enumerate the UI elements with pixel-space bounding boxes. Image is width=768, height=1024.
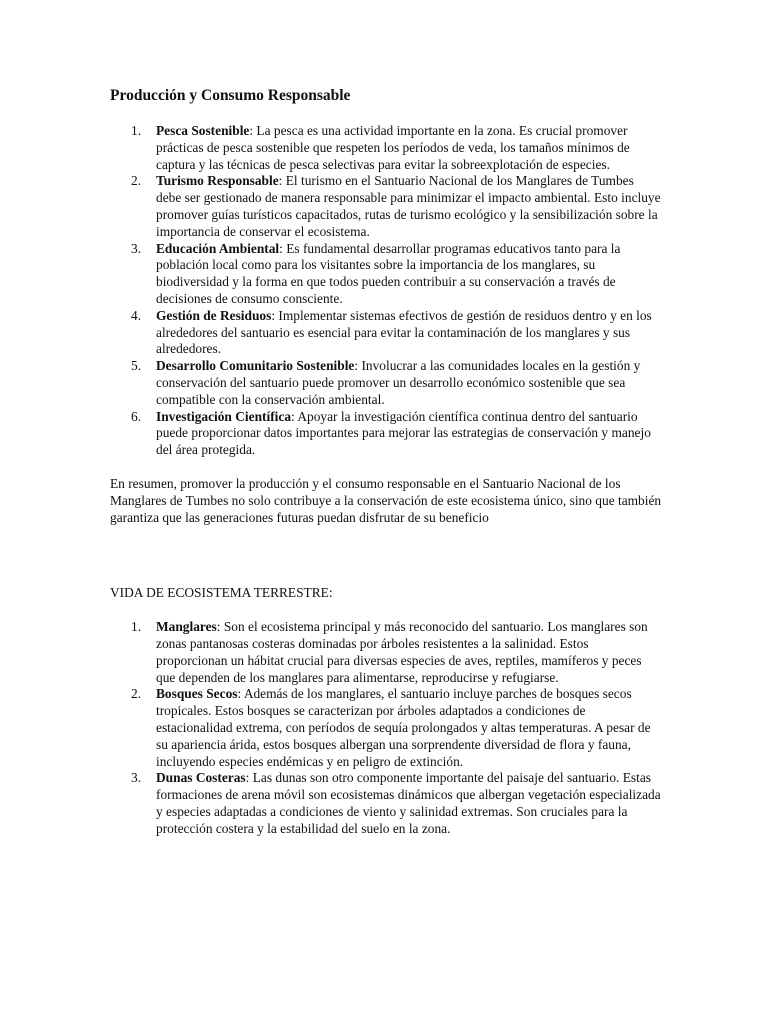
list-item-text: : Es fundamental desarrollar programas educativos tanto para la población local como para los visitantes sobre la importancia de los manglares, su biodiversidad y la forma en que todos pueden contribuir a su conservación a través de decisiones de consumo consciente. [156,240,621,306]
list-number: 2. [131,173,142,189]
list-item-text: : Apoyar la investigación científica continua dentro del santuario puede proporcionar datos importantes para mejorar las estrategias de conservación y manejo del área protegida. [156,408,651,458]
list-number: 1. [131,619,142,635]
section-heading-ecosistema: VIDA DE ECOSISTEMA TERRESTRE: [110,585,333,601]
list-item-text: : El turismo en el Santuario Nacional de los Manglares de Tumbes debe ser gestionado de manera responsable para minimizar el impacto ambiental. Esto incluye promover guías turísticos capacitados, rutas de turismo ecológico y la sensibilización sobre la importancia de conservar el ecosistema. [156,173,661,239]
list-item-term: Pesca Sostenible [156,123,250,138]
ecosistema-list [110,619,662,837]
list-item [110,686,662,770]
list-item-term: Desarrollo Comunitario Sostenible [156,358,355,374]
list-number: 3. [131,770,142,786]
list-item-text: : Además de los manglares, el santuario incluye parches de bosques secos tropicales. Estos bosques se caracterizan por árboles adaptados a condiciones de estacionalidad extrema, con períodos de sequía prolongados y altas temperaturas. A pesar de su apariencia árida, estos bosques albergan una sorprendente diversidad de flora y fauna, incluyendo especies endémicas y en peligro de extinción. [156,686,651,769]
list-item-term: Educación Ambiental [156,240,280,256]
list-item-term: Manglares [156,619,217,635]
list-number: 5. [131,358,142,374]
section-heading-produccion: Producción y Consumo Responsable [110,87,351,104]
document-page [110,86,662,837]
list-item [110,173,662,240]
list-item [110,619,662,686]
list-item-term: Turismo Responsable [156,173,279,189]
list-item-term: Gestión de Residuos [156,307,272,323]
list-item-text: : Son el ecosistema principal y más reconocido del santuario. Los manglares son zonas pantanosas costeras dominadas por árboles resistentes a la salinidad. Estos proporcionan un hábitat crucial para diversas especies de aves, reptiles, mamíferos y peces que dependen de los manglares para alimentarse, reproducirse y refugiarse. [156,619,648,685]
list-item-term: Dunas Costeras [156,770,246,786]
list-item [110,123,662,173]
list-item [110,358,662,408]
summary-paragraph: En resumen, promover la producción y el consumo responsable en el Santuario Nacional de los Manglares de Tumbes no solo contribuye a la conservación de este ecosistema único, sino que también garantiza que las generaciones futuras puedan disfrutar de su beneficio [110,475,662,525]
produccion-list [110,123,662,459]
list-item-term: Bosques Secos [156,686,238,702]
list-number: 2. [131,686,142,702]
list-item-text: : Las dunas son otro componente importante del paisaje del santuario. Estas formaciones de arena móvil son ecosistemas dinámicos que albergan vegetación especializada y especies adaptadas a condiciones de viento y salinidad extremas. Son cruciales para la protección costera y la estabilidad del suelo en la zona. [156,770,661,836]
list-item-text: : La pesca es una actividad importante en la zona. Es crucial promover prácticas de pesca sostenible que respeten los períodos de veda, los tamaños mínimos de captura y las técnicas de pesca selectivas para evitar la sobreexplotación de especies. [156,123,630,172]
list-item [110,308,662,358]
list-item-text: : Involucrar a las comunidades locales en la gestión y conservación del santuario puede promover un desarrollo económico sostenible que sea compatible con la conservación ambiental. [156,358,641,407]
list-item [110,770,662,837]
list-item-text: : Implementar sistemas efectivos de gestión de residuos dentro y en los alrededores del santuario es esencial para evitar la contaminación de los manglares y sus alrededores. [156,307,652,357]
list-item-term: Investigación Científica [156,408,292,424]
list-number: 1. [131,123,142,138]
list-item [110,409,662,459]
list-item [110,241,662,308]
list-number: 6. [131,408,142,424]
list-number: 4. [131,307,142,323]
list-number: 3. [131,240,142,256]
